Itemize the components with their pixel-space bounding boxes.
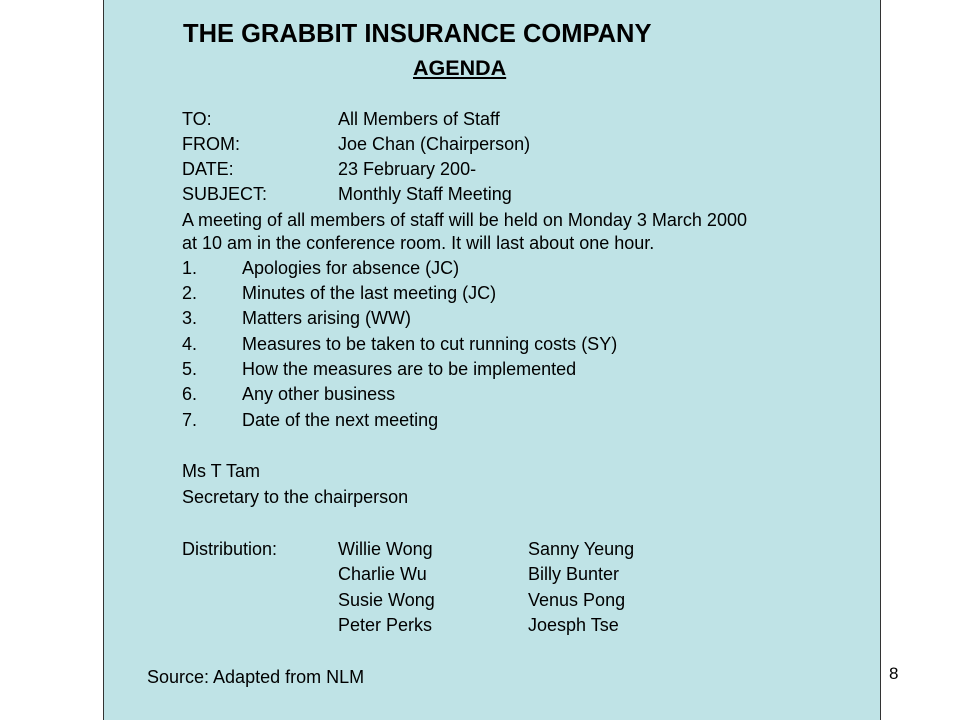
signatory-name: Ms T Tam	[182, 461, 261, 481]
signatory-role: Secretary to the chairperson	[182, 487, 409, 507]
agenda-item-text: Date of the next meeting	[242, 410, 439, 430]
agenda-heading: AGENDA	[413, 56, 507, 80]
memo-value-subject: Monthly Staff Meeting	[338, 184, 512, 204]
agenda-item-number: 6.	[182, 384, 198, 404]
memo-label-subject: SUBJECT:	[182, 184, 268, 204]
agenda-item-number: 2.	[182, 283, 198, 303]
intro-line-1: A meeting of all members of staff will be held on Monday 3 March 2000	[182, 210, 747, 230]
agenda-item-text: Any other business	[242, 384, 396, 404]
intro-line-2: at 10 am in the conference room. It will last about one hour.	[182, 233, 655, 253]
agenda-item-number: 1.	[182, 258, 198, 278]
agenda-item-text: Minutes of the last meeting (JC)	[242, 283, 497, 303]
agenda-item-text: Matters arising (WW)	[242, 308, 412, 328]
distribution-name: Willie Wong	[338, 539, 433, 559]
distribution-name: Venus Pong	[528, 590, 626, 610]
distribution-name: Charlie Wu	[338, 564, 427, 584]
agenda-item-number: 5.	[182, 359, 198, 379]
distribution-name: Sanny Yeung	[528, 539, 635, 559]
distribution-name: Billy Bunter	[528, 564, 620, 584]
memo-label-date: DATE:	[182, 159, 234, 179]
source-note: Source: Adapted from NLM	[147, 667, 365, 687]
agenda-item-number: 7.	[182, 410, 198, 430]
agenda-item-number: 3.	[182, 308, 198, 328]
distribution-name: Susie Wong	[338, 590, 435, 610]
memo-label-from: FROM:	[182, 134, 240, 154]
page-number: 8	[889, 664, 899, 683]
company-title: THE GRABBIT INSURANCE COMPANY	[183, 20, 652, 48]
memo-value-date: 23 February 200-	[338, 159, 477, 179]
distribution-name: Peter Perks	[338, 615, 433, 635]
memo-value-from: Joe Chan (Chairperson)	[338, 134, 531, 154]
distribution-label: Distribution:	[182, 539, 278, 559]
agenda-item-number: 4.	[182, 334, 198, 354]
memo-label-to: TO:	[182, 109, 212, 129]
memo-value-to: All Members of Staff	[338, 109, 500, 129]
agenda-item-text: Apologies for absence (JC)	[242, 258, 460, 278]
agenda-item-text: Measures to be taken to cut running costs (SY)	[242, 334, 618, 354]
agenda-item-text: How the measures are to be implemented	[242, 359, 577, 379]
distribution-name: Joesph Tse	[528, 615, 619, 635]
